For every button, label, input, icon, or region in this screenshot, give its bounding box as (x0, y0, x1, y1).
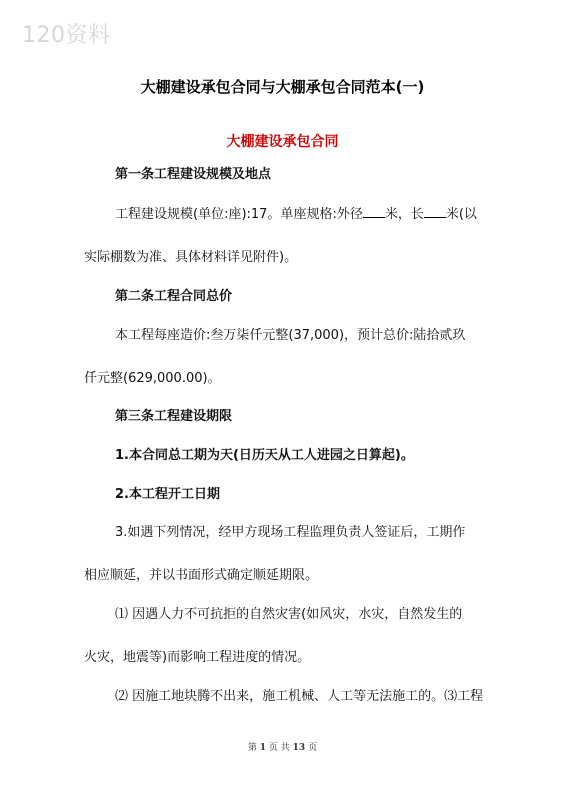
blank-length (424, 205, 446, 218)
article3-sub1-line2: 火灾，地震等)而影响工程进度的情况。 (84, 650, 311, 665)
footer-page-number: 1 (259, 743, 267, 753)
article1-heading: 第一条工程建设规模及地点 (115, 167, 272, 182)
article3-sub2-line1: ⑵ 因施工地块腾不出来，施工机械、人工等无法施工的。⑶工程 (115, 689, 484, 704)
article1-line1-part-b: 米，长 (384, 207, 424, 222)
article3-item3-line1: 3.如遇下列情况，经甲方现场工程监理负责人签证后，工期作 (115, 525, 466, 540)
article2-line2: 仟元整(629,000.00)。 (84, 371, 221, 386)
article2-line1: 本工程每座造价:叁万柒仟元整(37,000)，预计总价:陆拾贰玖 (115, 328, 466, 343)
footer-suffix: 页 (308, 743, 318, 753)
article1-line1-part-c: 米(以 (445, 207, 477, 222)
article3-heading: 第三条工程建设期限 (115, 409, 233, 424)
footer-middle: 页 共 (268, 743, 290, 753)
article1-line2: 实际棚数为准、具体材料详见附件)。 (84, 250, 298, 265)
article3-item1: 1.本合同总工期为天(日历天从工人进园之日算起)。 (115, 448, 414, 463)
article1-line1 (115, 203, 477, 222)
blank-diameter (363, 205, 385, 218)
watermark: 120资料 (22, 23, 111, 48)
document-title: 大棚建设承包合同与大棚承包合同范本(一) (140, 78, 425, 96)
article3-item2: 2.本工程开工日期 (115, 487, 220, 502)
footer-prefix: 第 (247, 743, 257, 753)
page-footer (0, 740, 565, 753)
footer-total-pages: 13 (292, 743, 306, 753)
contract-subtitle: 大棚建设承包合同 (226, 134, 339, 150)
article3-sub1-line1: ⑴ 因遇人力不可抗拒的自然灾害(如风灾，水灾，自然发生的 (115, 607, 463, 622)
article1-line1-part-a: 工程建设规模(单位:座):17。单座规格:外径 (115, 207, 363, 222)
article2-heading: 第二条工程合同总价 (115, 289, 233, 304)
article3-item3-line2: 相应顺延，并以书面形式确定顺延期限。 (84, 568, 319, 583)
